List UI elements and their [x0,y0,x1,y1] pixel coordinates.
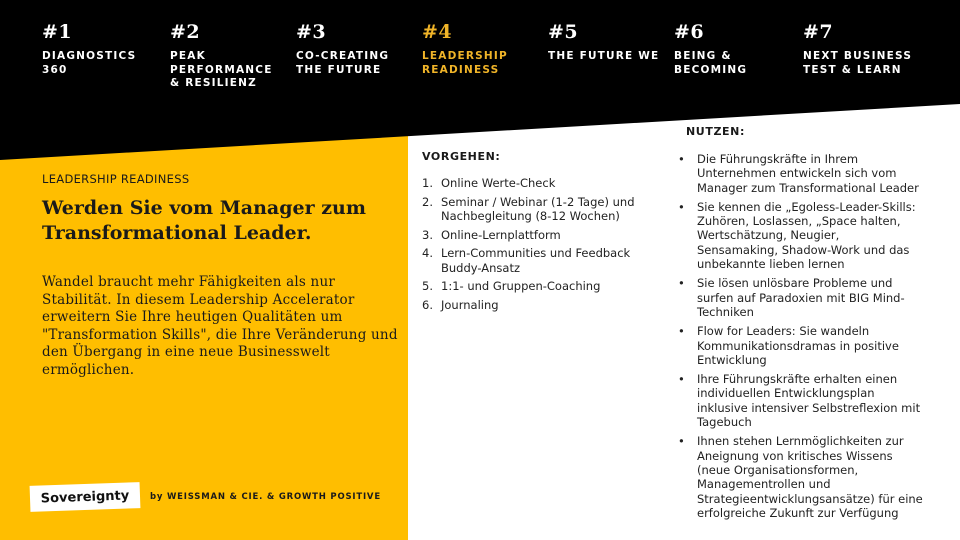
nav-label: LEADERSHIP READINESS [422,50,508,76]
nav-label: CO-CREATING THE FUTURE [296,50,390,76]
nav-item-future-we[interactable] [548,20,666,64]
bullet-icon: • [678,434,685,449]
logo-wordmark: Sovereignty [40,487,130,507]
nav-label: NEXT BUSINESS TEST & LEARN [803,50,913,76]
benefit-text: Sie kennen die „Egoless-Leader-Skills: Zuhören, Loslassen, „Space halten, Wertschätzung, Neugier, Sensamaking, Shadow-Work und das unbekannte lieben lernen [697,199,916,272]
list-item [678,324,923,367]
nav-label: DIAGNOSTICS 360 [42,50,137,76]
intro-paragraph: Wandel braucht mehr Fähigkeiten als nur Stabilität. In diesem Leadership Accelerator erweitern Sie Ihre heutigen Qualitäten um "Transformation Skills", die Ihre Veränderung und den Übergang in eine neue Businesswelt ermöglichen. [42,274,398,378]
list-item [422,246,662,275]
vorgehen-heading: VORGEHEN: [422,150,501,163]
nav-item-being-becoming[interactable] [674,20,792,77]
nav-item-co-creating[interactable] [296,20,414,77]
nav-item-diagnostics[interactable] [42,20,160,77]
step-number: 5. [422,279,433,293]
step-number: 2. [422,194,433,209]
nav-item-peak-performance[interactable] [170,20,288,91]
nutzen-list [678,152,923,525]
bullet-icon: • [678,152,685,166]
nav-number: #4 [422,21,453,43]
nav-number: #3 [296,21,327,43]
step-text: Seminar / Webinar (1-2 Tage) und Nachbegleitung (8-12 Wochen) [441,194,635,223]
step-text: 1:1- und Gruppen-Coaching [441,279,601,293]
benefit-text: Ihre Führungskräfte erhalten einen individuellen Entwicklungsplan inklusive intensiver Selbstreflexion mit Tagebuch [697,372,921,430]
step-number: 1. [422,176,433,190]
nav-label: THE FUTURE WE [548,50,660,62]
list-item [422,279,662,294]
list-item [678,276,923,319]
step-text: Lern-Communities und Feedback Buddy-Ansatz [441,246,631,275]
nav-item-leadership-readiness[interactable] [422,20,540,77]
step-number: 3. [422,227,433,242]
nav-number: #2 [170,21,201,43]
nav-item-next-business[interactable] [803,20,921,77]
nutzen-heading: NUTZEN: [686,125,745,138]
nav-number: #6 [674,21,705,43]
list-item [422,228,662,243]
benefit-text: Flow for Leaders: Sie wandeln Kommunikationsdramas in positive Entwicklung [697,324,899,367]
sovereignty-logo [30,482,141,512]
benefit-text: Die Führungskräfte in Ihrem Unternehmen entwickeln sich vom Manager zum Transformational Leader [697,152,919,195]
partner-byline: by WEISSMAN & CIE. & GROWTH POSITIVE [150,492,381,502]
step-number: 4. [422,246,433,260]
nav-label: BEING & BECOMING [674,50,748,76]
bullet-icon: • [678,324,685,339]
bullet-icon: • [678,276,685,291]
nav-number: #1 [42,21,73,43]
nav-number: #5 [548,21,579,43]
step-number: 6. [422,297,433,312]
step-text: Journaling [441,297,499,312]
vorgehen-list [422,176,662,316]
step-text: Online-Lernplattform [441,227,561,242]
section-label: LEADERSHIP READINESS [42,172,190,186]
bullet-icon: • [678,372,685,387]
list-item [678,372,923,429]
step-text: Online Werte-Check [441,176,556,190]
benefit-text: Ihnen stehen Lernmöglichkeiten zur Aneignung von kritisches Wissens (neue Organisationsformen, Managementrollen und Strategieentwicklungsansätze) für eine erfolgreiche Zukunft zur Verfügung [697,434,923,520]
list-item [422,195,662,224]
bullet-icon: • [678,199,685,214]
list-item [422,176,662,191]
list-item [678,152,923,195]
benefit-text: Sie lösen unlösbare Probleme und surfen auf Paradoxien mit BIG Mind-Techniken [697,276,905,319]
list-item [678,200,923,271]
nav-number: #7 [803,21,834,43]
list-item [678,434,923,520]
page-headline: Werden Sie vom Manager zum Transformational Leader. [42,197,366,244]
nav-label: PEAK PERFORMANCE & RESILIENZ [170,50,273,89]
list-item [422,298,662,313]
